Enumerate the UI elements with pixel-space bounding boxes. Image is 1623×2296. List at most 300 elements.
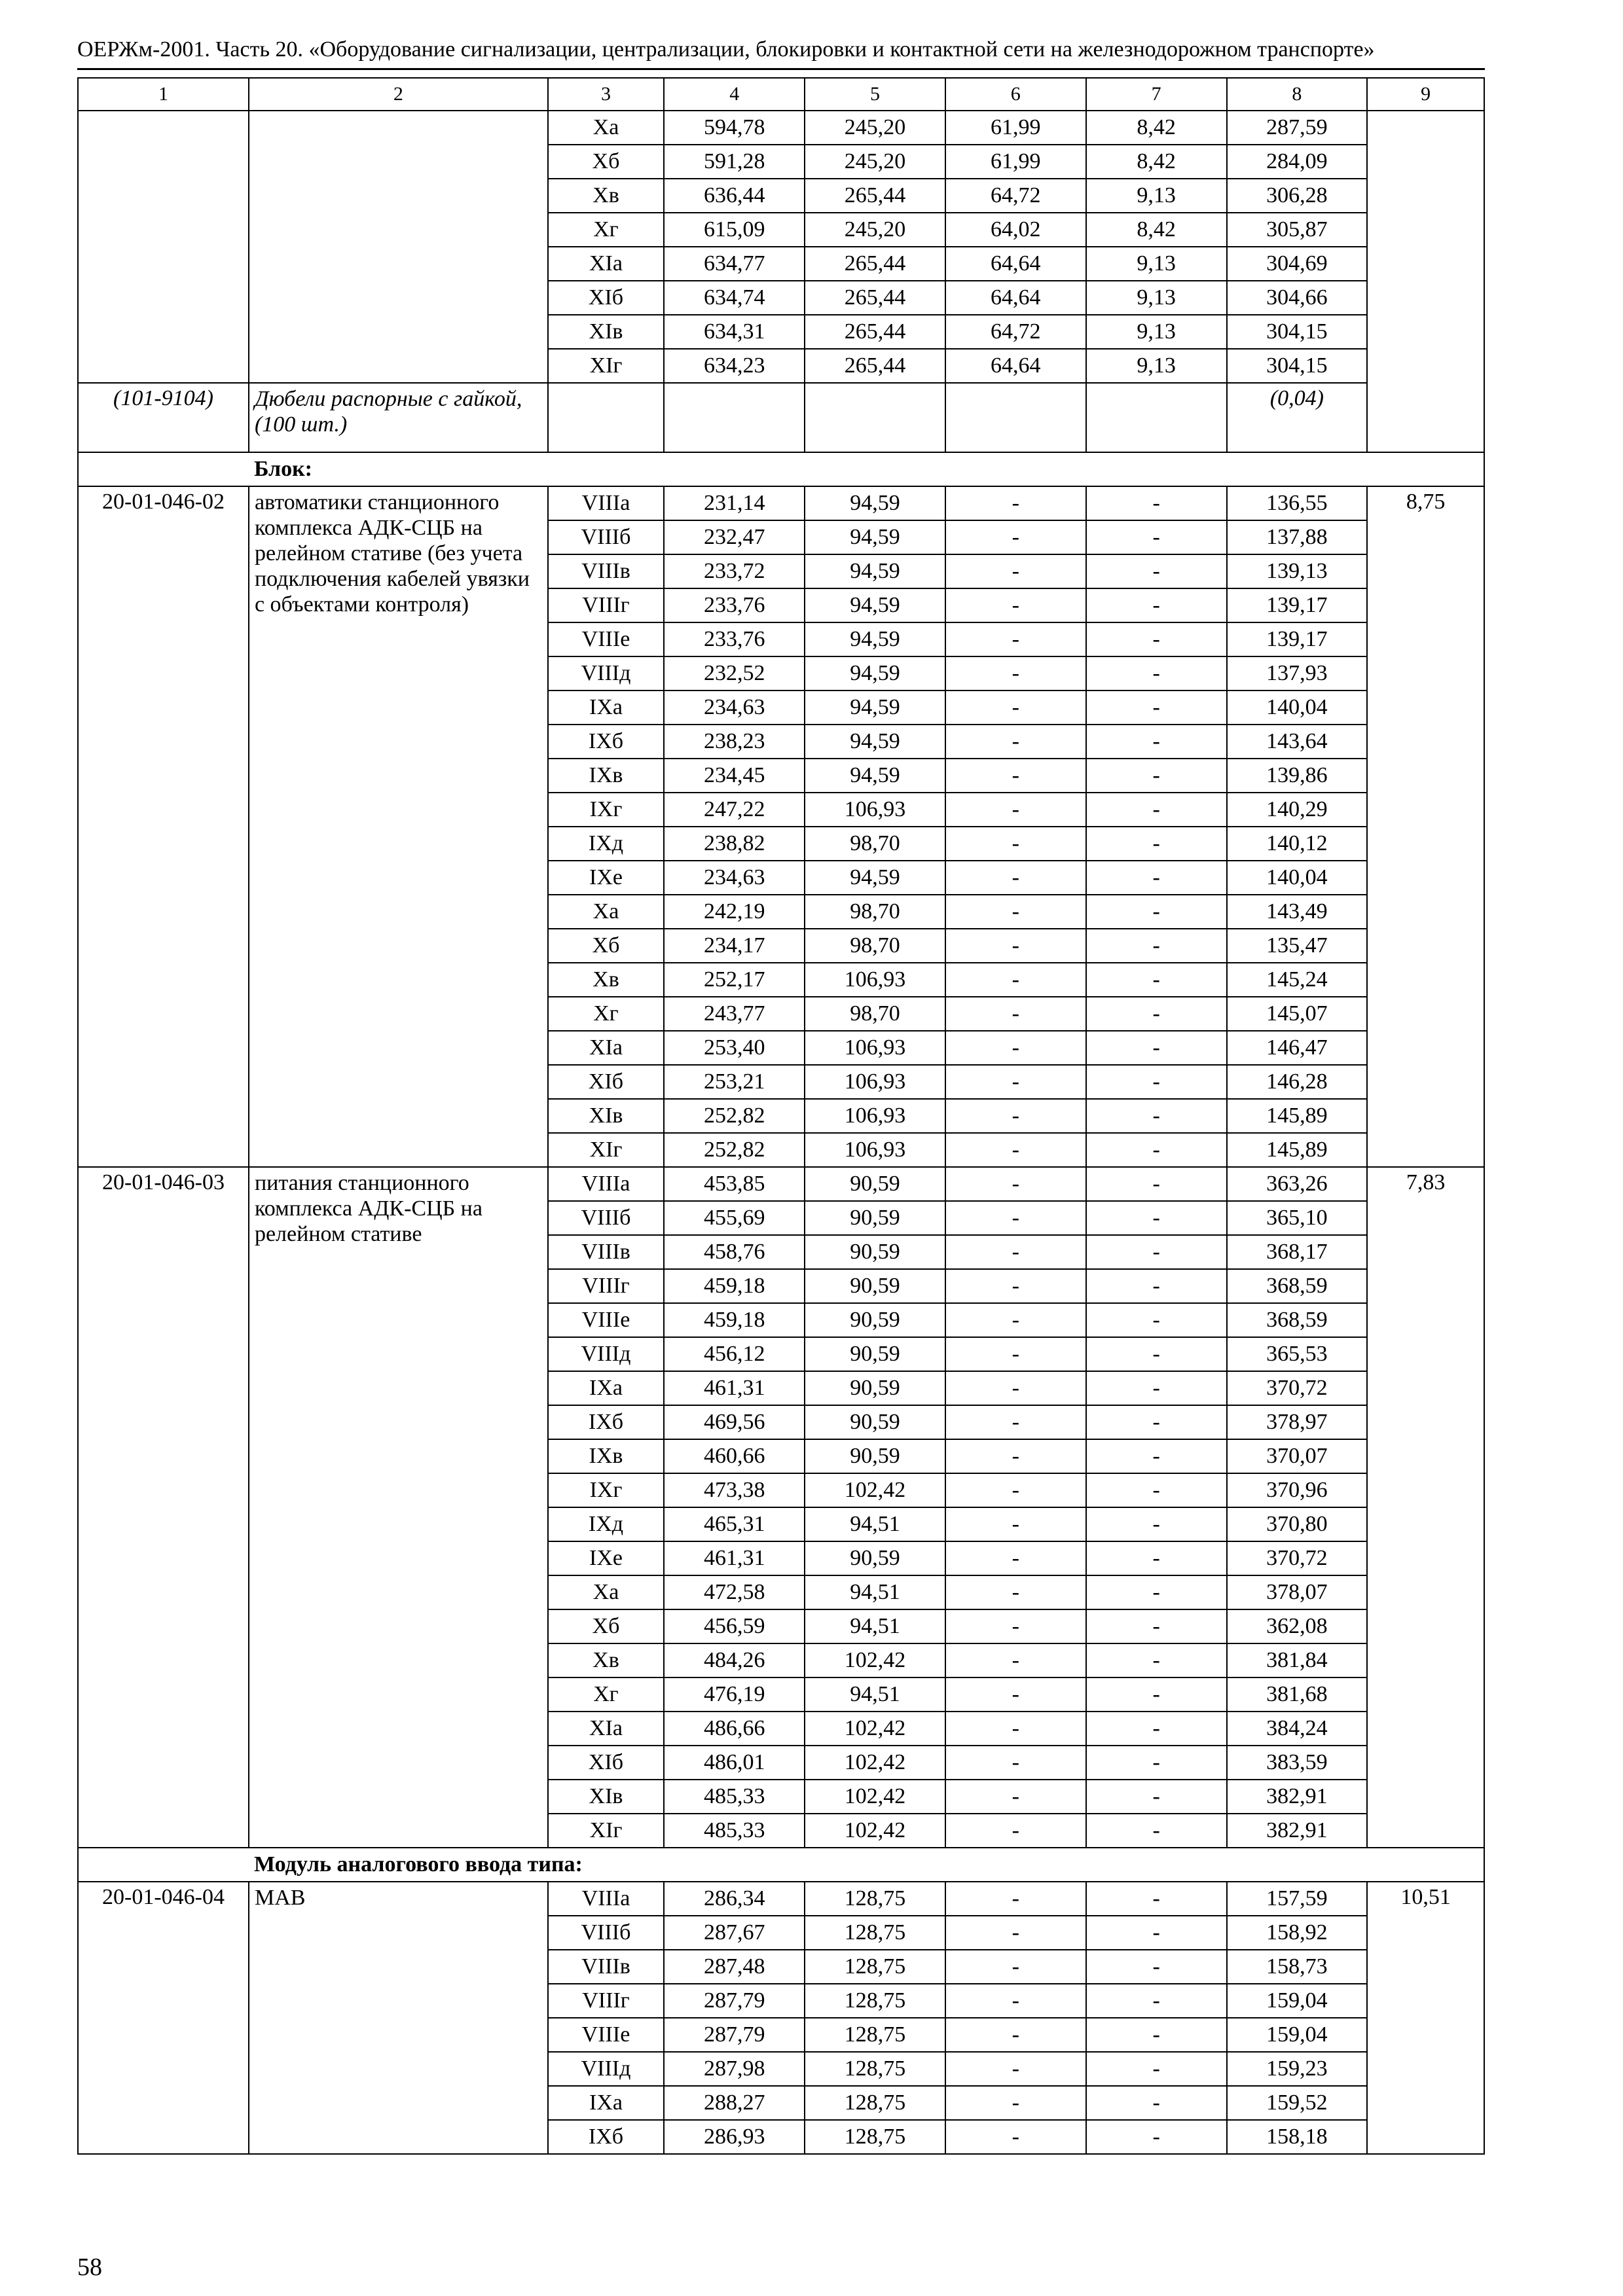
- value-cell: 106,93: [805, 1031, 945, 1065]
- value-cell: 252,82: [664, 1133, 805, 1167]
- value-cell: 140,12: [1227, 827, 1368, 861]
- value-cell: 94,59: [805, 725, 945, 759]
- value-cell: IXб: [548, 725, 665, 759]
- value-cell: 159,04: [1227, 1984, 1368, 2018]
- value-cell: 243,77: [664, 997, 805, 1031]
- code-cell: 20-01-046-02: [78, 486, 249, 1167]
- value-cell: 94,59: [805, 554, 945, 588]
- value-cell: 459,18: [664, 1269, 805, 1303]
- value-cell: 370,80: [1227, 1507, 1368, 1541]
- value-cell: 94,59: [805, 759, 945, 793]
- value-cell: -: [1086, 520, 1227, 554]
- value-cell: 253,21: [664, 1065, 805, 1099]
- value-cell: -: [945, 1303, 1086, 1337]
- column-number-cell: 2: [249, 78, 548, 111]
- value-cell: 98,70: [805, 895, 945, 929]
- section-heading-module: [78, 1848, 1484, 1882]
- value-cell: 90,59: [805, 1541, 945, 1575]
- value-cell: 158,92: [1227, 1916, 1368, 1950]
- value-cell: -: [945, 1269, 1086, 1303]
- value-cell: 94,59: [805, 588, 945, 622]
- value-cell: 265,44: [805, 179, 945, 213]
- value-cell: 378,97: [1227, 1405, 1368, 1439]
- value-cell: 287,67: [664, 1916, 805, 1950]
- value-cell: 145,89: [1227, 1099, 1368, 1133]
- value-cell: -: [1086, 1541, 1227, 1575]
- value-cell: 94,59: [805, 520, 945, 554]
- value-cell: 9,13: [1086, 349, 1227, 383]
- value-cell: 287,79: [664, 2018, 805, 2052]
- description-cell: автоматики станционного комплекса АДК-СЦБ на релейном стативе (без учета подключения кабелей увязки с объектами контроля): [249, 486, 548, 1167]
- value-cell: 459,18: [664, 1303, 805, 1337]
- value-cell: -: [1086, 554, 1227, 588]
- value-cell: 304,66: [1227, 281, 1368, 315]
- value-cell: VIIIб: [548, 520, 665, 554]
- value-cell: 486,01: [664, 1746, 805, 1780]
- value-cell: -: [1086, 1916, 1227, 1950]
- value-cell: 143,64: [1227, 725, 1368, 759]
- code-cell: 20-01-046-04: [78, 1882, 249, 2154]
- value-cell: IXд: [548, 827, 665, 861]
- value-cell: -: [945, 1950, 1086, 1984]
- value-cell: VIIIг: [548, 588, 665, 622]
- value-cell: 286,93: [664, 2120, 805, 2154]
- value-cell: 370,72: [1227, 1371, 1368, 1405]
- value-cell: -: [1086, 1235, 1227, 1269]
- value-cell: -: [945, 656, 1086, 691]
- value-cell: -: [945, 1882, 1086, 1916]
- value-cell: 102,42: [805, 1746, 945, 1780]
- value-cell: -: [1086, 997, 1227, 1031]
- table-row: [78, 486, 1484, 520]
- value-cell: 234,63: [664, 691, 805, 725]
- value-cell: VIIIв: [548, 1950, 665, 1984]
- value-cell: -: [1086, 656, 1227, 691]
- value-cell: -: [945, 963, 1086, 997]
- value-cell: -: [945, 1167, 1086, 1201]
- value-cell: XIв: [548, 1099, 665, 1133]
- value-cell: 64,64: [945, 349, 1086, 383]
- value-cell: -: [945, 1133, 1086, 1167]
- value-cell: 61,99: [945, 111, 1086, 145]
- value-cell: 378,07: [1227, 1575, 1368, 1609]
- running-header: ОЕРЖм-2001. Часть 20. «Оборудование сигнализации, централизации, блокировки и контактной сети на железнодорожном транспорте»: [77, 37, 1375, 62]
- value-cell: 615,09: [664, 213, 805, 247]
- value-cell: Xг: [548, 1677, 665, 1712]
- value-cell: 245,20: [805, 111, 945, 145]
- value-cell: 234,17: [664, 929, 805, 963]
- value-cell: 460,66: [664, 1439, 805, 1473]
- value-cell: -: [945, 861, 1086, 895]
- value-cell: 128,75: [805, 2120, 945, 2154]
- value-cell: XIг: [548, 349, 665, 383]
- col9-cell: 7,83: [1367, 1167, 1484, 1848]
- value-cell: 146,28: [1227, 1065, 1368, 1099]
- value-cell: -: [945, 793, 1086, 827]
- value-cell: -: [945, 1712, 1086, 1746]
- value-cell: 265,44: [805, 247, 945, 281]
- value-cell: 90,59: [805, 1303, 945, 1337]
- value-cell: 234,45: [664, 759, 805, 793]
- value-cell: 472,58: [664, 1575, 805, 1609]
- value-cell: 381,84: [1227, 1643, 1368, 1677]
- value-cell: 159,52: [1227, 2086, 1368, 2120]
- value-cell: 139,86: [1227, 759, 1368, 793]
- value-cell: 634,31: [664, 315, 805, 349]
- value-cell: 9,13: [1086, 315, 1227, 349]
- value-cell: -: [945, 554, 1086, 588]
- value-cell: 9,13: [1086, 281, 1227, 315]
- value-cell: -: [945, 1405, 1086, 1439]
- value-cell: 233,76: [664, 588, 805, 622]
- value-cell: 102,42: [805, 1814, 945, 1848]
- value-cell: 304,15: [1227, 349, 1368, 383]
- value-cell: 591,28: [664, 145, 805, 179]
- column-number-cell: 6: [945, 78, 1086, 111]
- value-cell: 634,74: [664, 281, 805, 315]
- code-cell: [78, 111, 249, 383]
- value-cell: VIIIд: [548, 2052, 665, 2086]
- value-cell: -: [1086, 1814, 1227, 1848]
- value-cell: 455,69: [664, 1201, 805, 1235]
- value-cell: -: [945, 520, 1086, 554]
- description-cell: МАВ: [249, 1882, 548, 2154]
- value-cell: 139,17: [1227, 622, 1368, 656]
- header-rule: [77, 68, 1485, 70]
- value-cell: 382,91: [1227, 1814, 1368, 1848]
- value-cell: 233,76: [664, 622, 805, 656]
- section-title-cell: Блок:: [249, 452, 1484, 486]
- value-cell: -: [945, 2052, 1086, 2086]
- value-cell: -: [945, 486, 1086, 520]
- column-number-cell: 3: [548, 78, 665, 111]
- value-cell: 106,93: [805, 1099, 945, 1133]
- value-cell: 365,10: [1227, 1201, 1368, 1235]
- description-cell: питания станционного комплекса АДК-СЦБ на релейном стативе: [249, 1167, 548, 1848]
- value-cell: 9,13: [1086, 247, 1227, 281]
- value-cell: -: [945, 895, 1086, 929]
- value-cell: -: [945, 1643, 1086, 1677]
- value-cell: VIIIг: [548, 1269, 665, 1303]
- value-cell: 158,73: [1227, 1950, 1368, 1984]
- value-cell: 287,98: [664, 2052, 805, 2086]
- value-cell: -: [1086, 1439, 1227, 1473]
- value-cell: Xг: [548, 213, 665, 247]
- value-cell: -: [945, 1541, 1086, 1575]
- value-cell: 286,34: [664, 1882, 805, 1916]
- value-cell: 64,02: [945, 213, 1086, 247]
- value-cell: -: [1086, 929, 1227, 963]
- value-cell: 128,75: [805, 1916, 945, 1950]
- col9-cell: 8,75: [1367, 486, 1484, 1167]
- value-cell: 238,82: [664, 827, 805, 861]
- value-cell: 98,70: [805, 929, 945, 963]
- value-cell: 8,42: [1086, 111, 1227, 145]
- value-cell: 128,75: [805, 1984, 945, 2018]
- value-cell: -: [1086, 1303, 1227, 1337]
- value-cell: XIa: [548, 1031, 665, 1065]
- value-cell: -: [1086, 1746, 1227, 1780]
- value-cell: 135,47: [1227, 929, 1368, 963]
- value-cell: 128,75: [805, 2086, 945, 2120]
- value-cell: -: [945, 691, 1086, 725]
- value-cell: 485,33: [664, 1814, 805, 1848]
- value-cell: XIг: [548, 1133, 665, 1167]
- value-cell: -: [945, 2086, 1086, 2120]
- value-cell: 304,69: [1227, 247, 1368, 281]
- value-cell: -: [1086, 1133, 1227, 1167]
- value-cell: 368,17: [1227, 1235, 1368, 1269]
- column-number-cell: 4: [664, 78, 805, 111]
- value-cell: -: [1086, 1201, 1227, 1235]
- value-cell: 252,82: [664, 1099, 805, 1133]
- value-cell: Xг: [548, 997, 665, 1031]
- value-cell: IXд: [548, 1507, 665, 1541]
- value-cell: -: [945, 1099, 1086, 1133]
- value-cell: 61,99: [945, 145, 1086, 179]
- value-cell: -: [1086, 895, 1227, 929]
- value-cell: 247,22: [664, 793, 805, 827]
- value-cell: 136,55: [1227, 486, 1368, 520]
- value-cell: Xa: [548, 895, 665, 929]
- value-cell: 106,93: [805, 1065, 945, 1099]
- value-cell: 9,13: [1086, 179, 1227, 213]
- value-cell: Xв: [548, 179, 665, 213]
- value-cell: 102,42: [805, 1712, 945, 1746]
- value-cell: 94,59: [805, 486, 945, 520]
- value-cell: 90,59: [805, 1269, 945, 1303]
- value-cell: 143,49: [1227, 895, 1368, 929]
- value-cell: 102,42: [805, 1473, 945, 1507]
- value-cell: -: [945, 1439, 1086, 1473]
- value-cell: -: [945, 2120, 1086, 2154]
- value-cell: 90,59: [805, 1337, 945, 1371]
- value-cell: -: [1086, 1167, 1227, 1201]
- value-cell: IXa: [548, 1371, 665, 1405]
- value-cell: -: [1086, 691, 1227, 725]
- value-cell: 146,47: [1227, 1031, 1368, 1065]
- empty-cell: [1086, 383, 1227, 452]
- value-cell: 90,59: [805, 1235, 945, 1269]
- value-cell: -: [945, 1235, 1086, 1269]
- value-cell: 287,48: [664, 1950, 805, 1984]
- empty-cell: [548, 383, 665, 452]
- value-cell: IXг: [548, 793, 665, 827]
- page-number: 58: [77, 2253, 102, 2281]
- col9-cell: 10,51: [1367, 1882, 1484, 2154]
- value-cell: 90,59: [805, 1371, 945, 1405]
- value-cell: 145,89: [1227, 1133, 1368, 1167]
- value-cell: 102,42: [805, 1780, 945, 1814]
- value-cell: -: [1086, 827, 1227, 861]
- col9-cell: [1367, 111, 1484, 452]
- value-cell: 365,53: [1227, 1337, 1368, 1371]
- value-cell: -: [945, 1201, 1086, 1235]
- value-cell: -: [945, 1814, 1086, 1848]
- value-cell: IXв: [548, 1439, 665, 1473]
- column-number-cell: 8: [1227, 78, 1368, 111]
- value-cell: -: [1086, 1337, 1227, 1371]
- value-cell: 368,59: [1227, 1303, 1368, 1337]
- value-cell: IXб: [548, 2120, 665, 2154]
- value-cell: -: [1086, 793, 1227, 827]
- value-cell: -: [1086, 725, 1227, 759]
- value-cell: 140,04: [1227, 861, 1368, 895]
- value-cell: XIб: [548, 1746, 665, 1780]
- column-number-cell: 9: [1367, 78, 1484, 111]
- value-cell: 145,24: [1227, 963, 1368, 997]
- value-cell: 94,51: [805, 1575, 945, 1609]
- value-cell: VIIIд: [548, 656, 665, 691]
- value-cell: 64,72: [945, 315, 1086, 349]
- value-cell: Xб: [548, 1609, 665, 1643]
- column-number-cell: 5: [805, 78, 945, 111]
- table-row: [78, 111, 1484, 145]
- value-cell: 370,07: [1227, 1439, 1368, 1473]
- value-cell: 64,72: [945, 179, 1086, 213]
- value-cell: -: [1086, 1065, 1227, 1099]
- value-cell: VIIIб: [548, 1201, 665, 1235]
- value-cell: -: [945, 1337, 1086, 1371]
- table-row: [78, 1882, 1484, 1916]
- value-cell: -: [945, 1473, 1086, 1507]
- value-cell: Xa: [548, 1575, 665, 1609]
- value-cell: 98,70: [805, 997, 945, 1031]
- value-cell: XIб: [548, 1065, 665, 1099]
- value-cell: 265,44: [805, 315, 945, 349]
- value-cell: 245,20: [805, 213, 945, 247]
- value-cell: 94,51: [805, 1507, 945, 1541]
- value-cell: 139,17: [1227, 588, 1368, 622]
- value-cell: Xв: [548, 1643, 665, 1677]
- value-cell: VIIIе: [548, 2018, 665, 2052]
- value-cell: VIIIе: [548, 1303, 665, 1337]
- value-cell: 232,47: [664, 520, 805, 554]
- section-title-cell: Модуль аналогового ввода типа:: [249, 1848, 1484, 1882]
- value-cell: 469,56: [664, 1405, 805, 1439]
- value-cell: 461,31: [664, 1541, 805, 1575]
- value-cell: -: [945, 1746, 1086, 1780]
- value-cell: -: [945, 1575, 1086, 1609]
- value-cell: XIв: [548, 1780, 665, 1814]
- value-cell: 453,85: [664, 1167, 805, 1201]
- value-cell: -: [945, 1609, 1086, 1643]
- value-cell: -: [945, 1916, 1086, 1950]
- value-cell: IXг: [548, 1473, 665, 1507]
- value-cell: 140,04: [1227, 691, 1368, 725]
- value-cell: 159,23: [1227, 2052, 1368, 2086]
- value-cell: 382,91: [1227, 1780, 1368, 1814]
- value-cell: Xa: [548, 111, 665, 145]
- value-cell: 158,18: [1227, 2120, 1368, 2154]
- description-cell: [249, 111, 548, 383]
- value-cell: IXв: [548, 759, 665, 793]
- value-cell: -: [945, 997, 1086, 1031]
- section-blank-cell: [78, 1848, 249, 1882]
- value-cell: -: [1086, 861, 1227, 895]
- value-cell: -: [945, 1677, 1086, 1712]
- section-blank-cell: [78, 452, 249, 486]
- value-cell: 265,44: [805, 281, 945, 315]
- value-cell: 106,93: [805, 793, 945, 827]
- value-cell: 368,59: [1227, 1269, 1368, 1303]
- value-cell: 234,63: [664, 861, 805, 895]
- value-cell: VIIIв: [548, 554, 665, 588]
- value-cell: -: [1086, 1507, 1227, 1541]
- value-cell: -: [1086, 622, 1227, 656]
- value-cell: 8,42: [1086, 145, 1227, 179]
- value-cell: 8,42: [1086, 213, 1227, 247]
- value-cell: -: [1086, 1984, 1227, 2018]
- value-cell: 157,59: [1227, 1882, 1368, 1916]
- value-cell: 232,52: [664, 656, 805, 691]
- value-cell: -: [1086, 1099, 1227, 1133]
- value-cell: IXб: [548, 1405, 665, 1439]
- value-cell: 106,93: [805, 1133, 945, 1167]
- column-number-cell: 7: [1086, 78, 1227, 111]
- value-cell: -: [1086, 2086, 1227, 2120]
- value-cell: 245,20: [805, 145, 945, 179]
- value-cell: 94,51: [805, 1677, 945, 1712]
- value-cell: 94,59: [805, 622, 945, 656]
- value-cell: VIIIa: [548, 486, 665, 520]
- value-cell: XIб: [548, 281, 665, 315]
- value-cell: IXa: [548, 691, 665, 725]
- value-cell: VIIIa: [548, 1167, 665, 1201]
- value-cell: 90,59: [805, 1167, 945, 1201]
- value-cell: -: [1086, 759, 1227, 793]
- value-cell: 98,70: [805, 827, 945, 861]
- value-cell: 305,87: [1227, 213, 1368, 247]
- value-cell: -: [1086, 1882, 1227, 1916]
- value-cell: 233,72: [664, 554, 805, 588]
- value-cell: 465,31: [664, 1507, 805, 1541]
- value-cell: 128,75: [805, 1882, 945, 1916]
- value-cell: -: [945, 2018, 1086, 2052]
- value-cell: -: [1086, 2120, 1227, 2154]
- value-cell: -: [1086, 2052, 1227, 2086]
- value-cell: XIa: [548, 1712, 665, 1746]
- rates-table-body: [78, 78, 1484, 2154]
- value-cell: -: [1086, 1677, 1227, 1712]
- value-cell: XIг: [548, 1814, 665, 1848]
- value-cell: 106,93: [805, 963, 945, 997]
- value-cell: 476,19: [664, 1677, 805, 1712]
- value-cell: 94,51: [805, 1609, 945, 1643]
- section-heading-block: [78, 452, 1484, 486]
- value-cell: 288,27: [664, 2086, 805, 2120]
- value-cell: 461,31: [664, 1371, 805, 1405]
- value-cell: 128,75: [805, 1950, 945, 1984]
- value-cell: -: [945, 725, 1086, 759]
- value-cell: IXе: [548, 861, 665, 895]
- value-cell: -: [1086, 588, 1227, 622]
- value-cell: 90,59: [805, 1405, 945, 1439]
- value-cell: IXa: [548, 2086, 665, 2120]
- value-cell: 456,59: [664, 1609, 805, 1643]
- value-cell: 473,38: [664, 1473, 805, 1507]
- value-cell: -: [1086, 2018, 1227, 2052]
- value-cell: XIa: [548, 247, 665, 281]
- value-cell: -: [1086, 1575, 1227, 1609]
- value-cell: 363,26: [1227, 1167, 1368, 1201]
- rates-table: [77, 77, 1485, 2155]
- value-cell: VIIIе: [548, 622, 665, 656]
- value-cell: 383,59: [1227, 1746, 1368, 1780]
- value-cell: VIIIб: [548, 1916, 665, 1950]
- value-cell: 137,93: [1227, 656, 1368, 691]
- value-cell: 287,59: [1227, 111, 1368, 145]
